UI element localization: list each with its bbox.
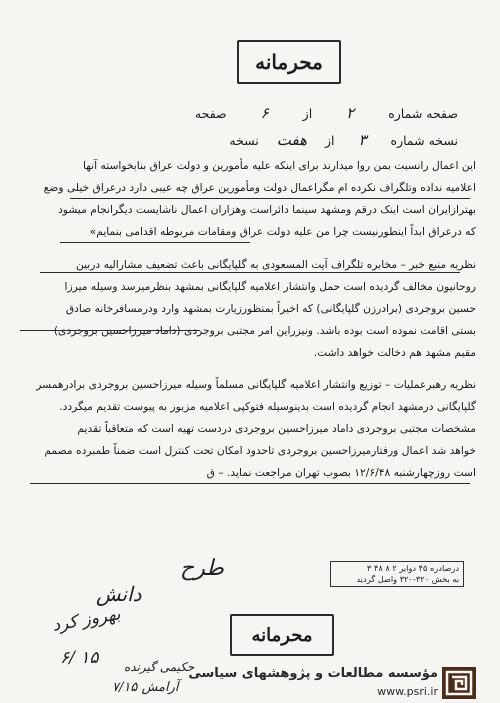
body-line: اعلامیه نداده وتلگراف نکرده ام مگراعمال دولت ومأمورین عراق چه عیبی دارد درعراق خیلی وضع	[43, 181, 476, 194]
body-line: این اعمال رانسبت بمن روا میدارند برای اینکه علیه مأمورین و دولت عراق بنابخواسته آنها	[82, 159, 476, 172]
body-line: مشخصات مجتبی بروجردی داماد میرزاحسین بروجردی دردست تهیه است که متعاقباً تقدیم	[77, 422, 476, 435]
body-line: که درعراق ابداً اینطورنیست چرا من علیه دولت عراق ومقامات مربوطه اقدامی بنمایم»	[89, 225, 476, 238]
watermark-text: مؤسسه مطالعات و پژوهشهای سیاسی	[188, 666, 438, 681]
copy-of: از	[324, 133, 335, 148]
watermark-url: www.psri.ir	[377, 685, 438, 698]
body-line: نظریه رهبرعملیات – توزیع وانتشار اعلامیه گلپایگانی مسلماً وسیله میرزاحسین بروجردی برادرهمسر	[36, 378, 476, 391]
body-line: بستی اقامت نموده است بوده باشد. ونیزراین امر مجتبی بروجردی (داماد میرزاحسین بروجردی)	[53, 324, 476, 337]
body-line: بهترازایران است اینک درقم ومشهد سینما دائراست وهزاران اعمال ناشایست دیگرانجام میشود	[58, 203, 476, 216]
copy-word: نسخه	[229, 133, 259, 148]
registration-line-2: به بخش ۳۲۰-۳۲۰ واصل گردید	[356, 574, 459, 584]
confidential-stamp-bottom: محرمانه	[230, 614, 334, 656]
body-line: مقیم مشهد هم دخالت خواهد داشت.	[313, 346, 476, 359]
underline-mark	[60, 242, 250, 243]
body-line: نظریه منبع خبر – مخابره تلگراف آیت المسعودی به گلپایگانی باعث تضعیف مشارالیه دربین	[75, 258, 476, 271]
page-number-row	[195, 104, 458, 122]
signature-bottom-2: حکیمی گیرنده	[124, 660, 195, 674]
handwritten-date: ۱۵ /۶	[60, 648, 99, 668]
page-of: از	[302, 106, 313, 121]
body-line: روحانیون مخالف گردیده است حمل وانتشار اعلامیه گلپایگانی بمشهد بنظرمیرسد وسیله میرزا	[64, 280, 476, 293]
body-line: خواهد شد اعمال ورفتارمیرزاحسین بروجردی تاحدود امکان تحت کنترل است ضمناً طمبرده مصمم	[44, 444, 476, 457]
copy-total: هفت	[276, 131, 307, 149]
body-line: حسین بروجردی (برادرزن گلپایگانی) که اخیراً بمنظورزیارت بمشهد وارد ودرمسافرخانه صادق	[65, 302, 476, 315]
copy-number: ۳	[358, 131, 367, 149]
registration-line-1: درصادره ۴۵ دوایر ۲ ۸ ۴۸ ۳	[366, 563, 459, 573]
page-word: صفحه	[194, 106, 227, 121]
underline-mark	[70, 198, 470, 199]
body-line: است روزچهارشنبه ۱۲/۶/۴۸ بصوب تهران مراجعت نماید. – ق	[206, 466, 476, 479]
signature-3: بهروز کرد	[50, 604, 123, 636]
body-line: گلپایگانی درمشهد انجام گردیده است بدینوسیله فتوکپی اعلامیه مزبور به پیوست تقدیم میگردد.	[59, 400, 476, 413]
page-total: ۶	[260, 104, 269, 122]
signature-bottom: آرامش ۷/۱۵	[112, 680, 179, 695]
signature-1: طرح	[180, 556, 224, 581]
copy-number-row	[229, 131, 458, 149]
page-number: ۲	[346, 104, 355, 122]
copy-label: نسخه شماره	[390, 133, 458, 148]
underline-mark	[40, 272, 460, 273]
underline-mark	[20, 330, 200, 331]
page-label: صفحه شماره	[388, 106, 458, 121]
institute-logo-icon	[442, 667, 476, 699]
signature-2: دانش	[96, 582, 142, 606]
confidential-stamp-top: محرمانه	[237, 40, 341, 84]
underline-mark	[30, 483, 470, 484]
registration-stamp	[330, 561, 464, 587]
